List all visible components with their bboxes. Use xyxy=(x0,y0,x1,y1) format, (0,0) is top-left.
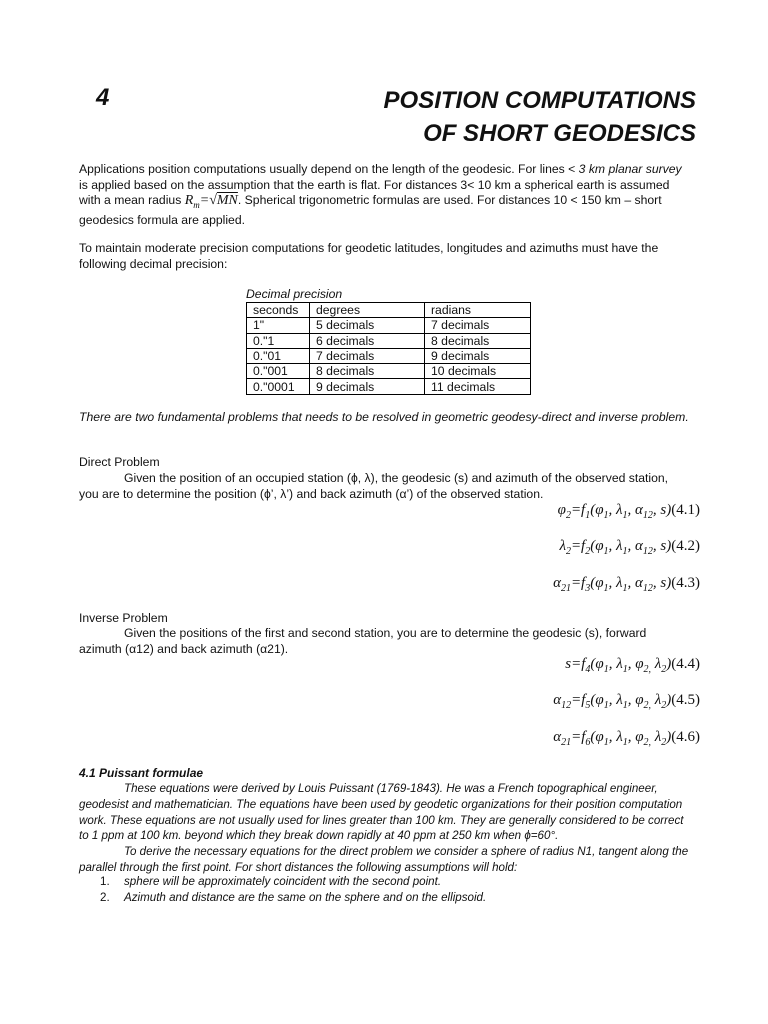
list-item xyxy=(100,890,486,906)
table-cell: 1" xyxy=(247,318,310,333)
table-caption: Decimal precision xyxy=(246,287,343,301)
table-row xyxy=(247,318,531,333)
equation-4-1: $\varphi_2=f_1(\varphi_1$, $\lambda_1$, $\alpha_{12}$, s)(4.1) xyxy=(557,502,700,521)
assumptions-list xyxy=(100,874,486,906)
inverse-heading: Inverse Problem xyxy=(79,611,168,625)
list-text: sphere will be approximately coincident with the second point. xyxy=(124,875,442,888)
table-cell: 11 decimals xyxy=(425,379,531,394)
table-cell: 8 decimals xyxy=(310,364,425,379)
puissant-paragraph-1: These equations were derived by Louis Puissant (1769-1843). He was a French topographical engineer, geodesist and mathematician. The equations have been used by geodetic organizations for their position computation work. These equations are not usually used for lines greater than 100 km. They are generally considered to be correct to 1 ppm at 100 km. beyond which they break down rapidly at 40 ppm at 250 km when ϕ=60°. xyxy=(79,782,684,843)
equation-4-4: $s=f_4(\varphi_1$, $\lambda_1$, $\varphi_{2,}$ $\lambda_2)(4.4)$ xyxy=(565,656,700,675)
intro-text-a: Applications position computations usually depend on the length of the geodesic. For lines < xyxy=(79,162,579,176)
table-row xyxy=(247,364,531,379)
equation-number: (4.2) xyxy=(671,538,700,554)
table-header: radians xyxy=(425,303,531,318)
mean-radius-formula: $R_m=√MN$ xyxy=(184,193,238,210)
chapter-title-line2: OF SHORT GEODESICS xyxy=(423,120,696,147)
table-header: seconds xyxy=(247,303,310,318)
equation-4-5: $\alpha_{12}=f_5(\varphi_1$, $\lambda_1$, $\varphi_{2,}$ $\lambda_2)(4.5)$ xyxy=(553,692,700,711)
table-cell: 0."001 xyxy=(247,364,310,379)
intro-text-c: is applied based on the assumption that the earth is flat. For distances 3< 10 km a spherical earth is assumed with a mean radius xyxy=(79,177,670,207)
chapter-title xyxy=(384,84,696,150)
chapter-number: 4 xyxy=(96,84,110,111)
table-cell: 0."0001 xyxy=(247,379,310,394)
intro-text-b: 3 km planar survey xyxy=(578,162,682,176)
equation-4-6: $\alpha_{21}=f_6(\varphi_1$, $\lambda_1$, $\varphi_{2,}$ $\lambda_2)(4.6)$ xyxy=(553,729,700,748)
equation-number: (4.4) xyxy=(671,656,700,672)
table-cell: 0."1 xyxy=(247,333,310,348)
precision-table xyxy=(246,302,531,395)
list-number: 1. xyxy=(100,875,110,888)
table-row xyxy=(247,348,531,363)
equation-4-2: $\lambda_2=f_2(\varphi_1$, $\lambda_1$, $\alpha_{12}$, s)(4.2) xyxy=(559,538,700,557)
table-header-row xyxy=(247,303,531,318)
precision-paragraph: To maintain moderate precision computations for geodetic latitudes, longitudes and azimuths must have the following decimal precision: xyxy=(79,241,659,271)
direct-heading: Direct Problem xyxy=(79,455,160,469)
equation-number: (4.3) xyxy=(671,575,700,591)
table-cell: 0."01 xyxy=(247,348,310,363)
equation-4-3: $\alpha_{21}=f_3(\varphi_1$, $\lambda_1$, $\alpha_{12}$, s)(4.3) xyxy=(553,575,700,594)
table-cell: 7 decimals xyxy=(425,318,531,333)
direct-text: Given the position of an occupied station (ϕ, λ), the geodesic (s) and azimuth of the observed station, you are to determine the position (ϕ’, λ’) and back azimuth (α’) of the observed station. xyxy=(79,471,669,501)
puissant-paragraph-2: To derive the necessary equations for the direct problem we consider a sphere of radius N1, tangent along the parallel through the first point. For short distances the following assumptions will hold: xyxy=(79,845,689,874)
chapter-title-line1: POSITION COMPUTATIONS xyxy=(383,87,696,114)
equation-number: (4.1) xyxy=(671,502,700,518)
list-number: 2. xyxy=(100,891,110,904)
intro-paragraph xyxy=(79,162,691,229)
table-cell: 9 decimals xyxy=(425,348,531,363)
problems-intro: There are two fundamental problems that needs to be resolved in geometric geodesy-direct and inverse problem. xyxy=(79,410,689,424)
table-cell: 9 decimals xyxy=(310,379,425,394)
list-item xyxy=(100,874,486,890)
table-header: degrees xyxy=(310,303,425,318)
table-cell: 6 decimals xyxy=(310,333,425,348)
inverse-text: Given the positions of the first and second station, you are to determine the geodesic (s), forward azimuth (α12) and back azimuth (α21). xyxy=(79,626,647,656)
table-cell: 8 decimals xyxy=(425,333,531,348)
equation-number: (4.5) xyxy=(671,692,700,708)
table-row xyxy=(247,333,531,348)
table-cell: 7 decimals xyxy=(310,348,425,363)
equation-number: (4.6) xyxy=(671,729,700,745)
list-text: Azimuth and distance are the same on the sphere and on the ellipsoid. xyxy=(124,891,487,904)
table-row xyxy=(247,379,531,394)
table-cell: 5 decimals xyxy=(310,318,425,333)
table-cell: 10 decimals xyxy=(425,364,531,379)
intro-text-d: . Spherical trigonometric formulas are used. For distances 10 < 150 km – short geodesics formula are applied. xyxy=(79,193,662,228)
section-heading: 4.1 Puissant formulae xyxy=(79,766,204,780)
